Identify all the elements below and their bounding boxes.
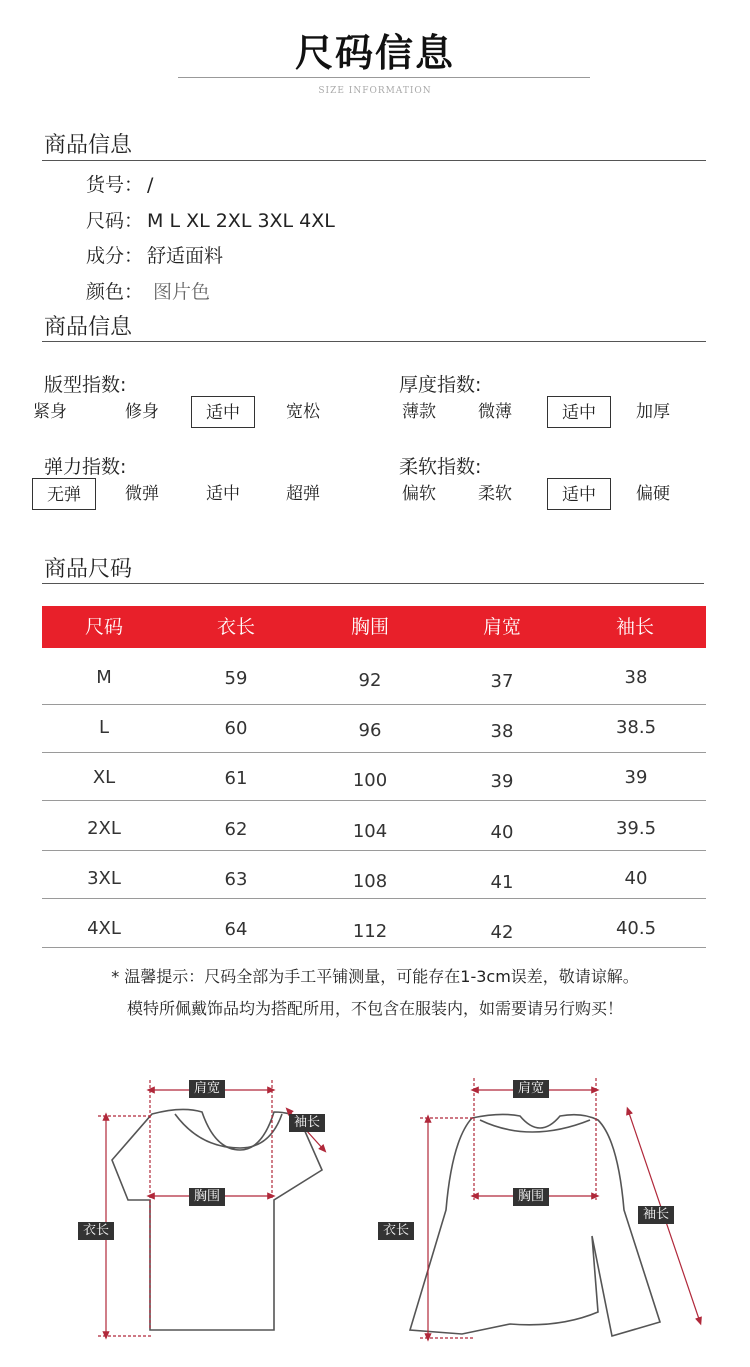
- table-cell: 4XL: [87, 918, 121, 939]
- thickness-option: 薄款: [402, 402, 436, 422]
- table-cell: 108: [352, 871, 388, 892]
- softness-option: 偏软: [402, 484, 436, 504]
- info-label: 成分：: [86, 245, 144, 267]
- column-header-length: 衣长: [216, 616, 255, 638]
- column-header-size: 尺码: [84, 616, 123, 638]
- table-cell: 2XL: [87, 818, 121, 839]
- table-cell: 38.5: [615, 717, 657, 738]
- elasticity-index-title: 弹力指数:: [44, 456, 127, 478]
- table-row-divider: [42, 850, 706, 851]
- tshirt-sleeve-label: 袖长: [289, 1114, 325, 1132]
- info-row-sizes: [86, 206, 335, 233]
- info-label: 尺码：: [86, 210, 144, 232]
- softness-index-title: 柔软指数:: [399, 456, 482, 478]
- table-cell: 60: [224, 718, 248, 739]
- table-cell: 61: [224, 768, 248, 789]
- column-header-sleeve: 袖长: [615, 616, 654, 638]
- softness-option-selected: 适中: [547, 478, 611, 510]
- indices-heading: 商品信息: [44, 315, 133, 340]
- size-table-header: [42, 606, 706, 648]
- thickness-index-title: 厚度指数:: [399, 374, 482, 396]
- tshirt-outline: [112, 1109, 322, 1330]
- table-cell: 42: [490, 922, 514, 943]
- column-header-chest: 胸围: [350, 616, 389, 638]
- tshirt-shoulder-label: 肩宽: [189, 1080, 225, 1098]
- tshirt-length-label: 衣长: [78, 1222, 114, 1240]
- info-row-color: [86, 277, 210, 304]
- table-cell: 40: [624, 868, 648, 889]
- elasticity-option: 微弹: [125, 484, 159, 504]
- table-cell: 38: [624, 667, 648, 688]
- table-cell: 37: [490, 671, 514, 692]
- table-row-divider: [42, 898, 706, 899]
- section-divider: [42, 160, 706, 161]
- table-cell: 38: [490, 721, 514, 742]
- table-cell: L: [98, 717, 110, 738]
- longsleeve-sleeve-label: 袖长: [638, 1206, 674, 1224]
- thickness-option: 微薄: [478, 402, 512, 422]
- table-cell: 100: [352, 770, 388, 791]
- softness-option: 柔软: [478, 484, 512, 504]
- table-cell: 39.5: [615, 818, 657, 839]
- measurement-note: * 温馨提示：尺码全部为手工平铺测量，可能存在1-3cm误差，敬请谅解。: [111, 967, 639, 986]
- thickness-option-selected: 适中: [547, 396, 611, 428]
- table-cell: 39: [490, 771, 514, 792]
- info-value: 图片色: [153, 281, 211, 303]
- table-row-divider: [42, 800, 706, 801]
- table-row-divider: [42, 704, 706, 705]
- table-row-divider: [42, 947, 706, 948]
- size-table-heading: 商品尺码: [44, 557, 133, 582]
- fit-index-title: 版型指数:: [44, 374, 127, 396]
- table-cell: M: [96, 667, 112, 688]
- info-label: 颜色：: [86, 281, 144, 303]
- table-cell: 96: [358, 720, 382, 741]
- product-info-heading: 商品信息: [44, 133, 133, 158]
- table-row-divider: [42, 752, 706, 753]
- tshirt-chest-label: 胸围: [189, 1188, 225, 1206]
- section-divider: [42, 583, 704, 584]
- accessory-note: 模特所佩戴饰品均为搭配所用，不包含在服装内，如需要请另行购买！: [126, 999, 623, 1018]
- info-row-item-number: [86, 170, 153, 197]
- table-cell: 40: [490, 822, 514, 843]
- table-cell: XL: [92, 767, 116, 788]
- page-subtitle: SIZE INFORMATION: [318, 86, 432, 96]
- section-divider: [42, 341, 706, 342]
- table-cell: 64: [224, 919, 248, 940]
- table-cell: 41: [490, 872, 514, 893]
- table-cell: 104: [352, 821, 388, 842]
- table-cell: 92: [358, 670, 382, 691]
- longsleeve-shoulder-label: 肩宽: [513, 1080, 549, 1098]
- elasticity-option: 适中: [206, 484, 240, 504]
- thickness-option: 加厚: [636, 402, 670, 422]
- table-cell: 63: [224, 869, 248, 890]
- info-value: 舒适面料: [147, 245, 224, 267]
- info-value: /: [147, 174, 154, 196]
- table-cell: 59: [224, 668, 248, 689]
- fit-option: 修身: [125, 402, 159, 422]
- info-value: M L XL 2XL 3XL 4XL: [147, 210, 335, 232]
- title-divider: [178, 77, 590, 78]
- page-title: 尺码信息: [294, 31, 455, 75]
- table-cell: 3XL: [87, 868, 121, 889]
- table-cell: 39: [624, 767, 648, 788]
- table-cell: 112: [352, 921, 388, 942]
- fit-option: 紧身: [33, 402, 67, 422]
- softness-option: 偏硬: [636, 484, 670, 504]
- info-row-material: [86, 241, 223, 268]
- info-label: 货号：: [86, 174, 144, 196]
- fit-option-selected: 适中: [191, 396, 255, 428]
- table-cell: 40.5: [615, 918, 657, 939]
- elasticity-option-selected: 无弹: [32, 478, 96, 510]
- elasticity-option: 超弹: [286, 484, 320, 504]
- table-cell: 62: [224, 819, 248, 840]
- longsleeve-outline: [410, 1114, 660, 1336]
- longsleeve-length-label: 衣长: [378, 1222, 414, 1240]
- column-header-shoulder: 肩宽: [482, 616, 521, 638]
- fit-option: 宽松: [286, 402, 320, 422]
- longsleeve-chest-label: 胸围: [513, 1188, 549, 1206]
